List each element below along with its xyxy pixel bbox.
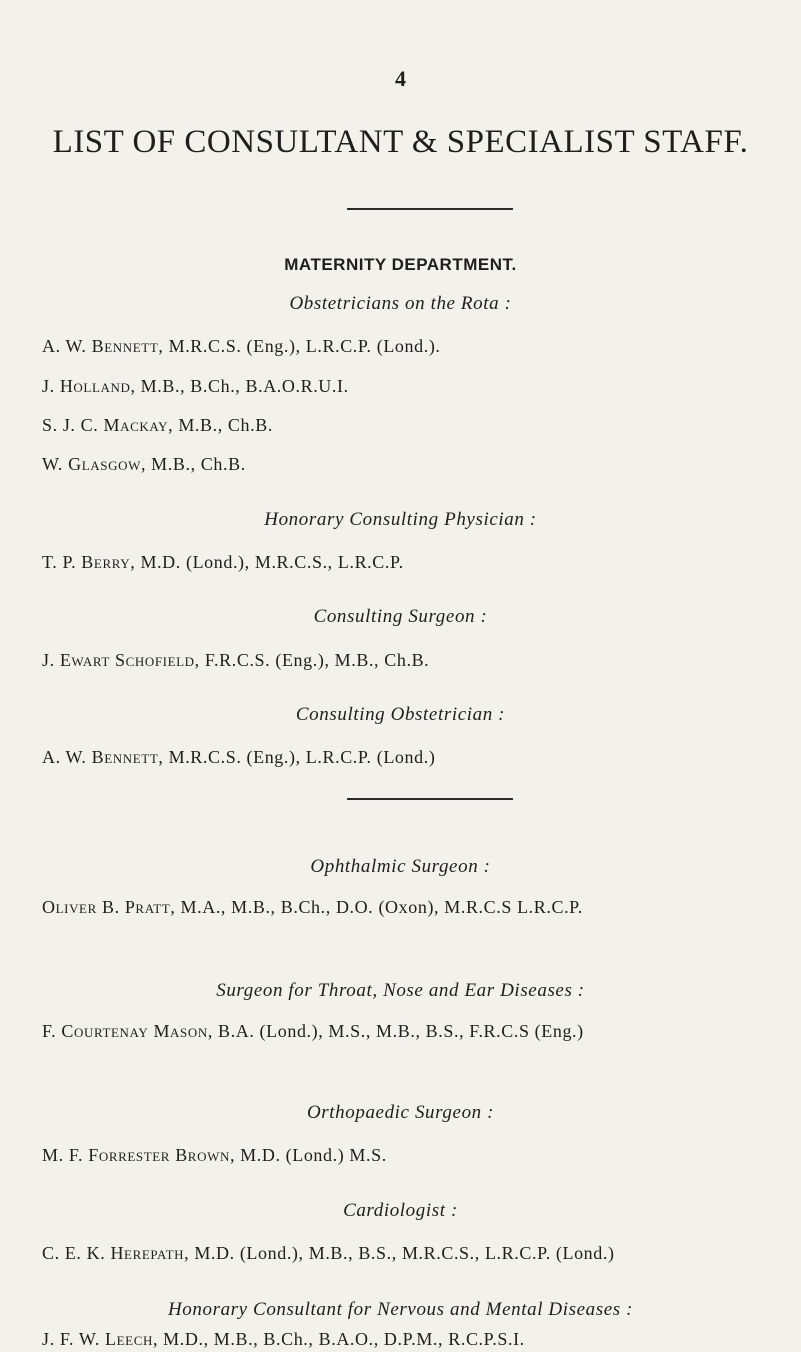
section-heading-ophthalmic-surgeon: Ophthalmic Surgeon : [310, 856, 491, 877]
staff-entry: F. Courtenay Mason, B.A. (Lond.), M.S., M.B., B.S., F.R.C.S (Eng.) [42, 1021, 584, 1041]
section-heading-cardiologist: Cardiologist : [343, 1200, 458, 1221]
staff-entry: J. Ewart Schofield, F.R.C.S. (Eng.), M.B., Ch.B. [42, 650, 430, 670]
staff-entry: J. Holland, M.B., B.Ch., B.A.O.R.U.I. [42, 376, 349, 396]
section-heading-consulting-obstetrician: Consulting Obstetrician : [295, 704, 506, 725]
section-heading-orthopaedic-surgeon: Orthopaedic Surgeon : [306, 1102, 495, 1123]
staff-entry: S. J. C. Mackay, M.B., Ch.B. [42, 415, 273, 435]
section-heading-consulting-surgeon: Consulting Surgeon : [313, 606, 488, 627]
staff-entry: M. F. Forrester Brown, M.D. (Lond.) M.S. [42, 1145, 387, 1165]
staff-entry: A. W. Bennett, M.R.C.S. (Eng.), L.R.C.P. (Lond.). [42, 336, 441, 356]
department-title: MATERNITY DEPARTMENT. [284, 255, 517, 274]
staff-entry: A. W. Bennett, M.R.C.S. (Eng.), L.R.C.P. (Lond.) [42, 747, 436, 767]
staff-entry: W. Glasgow, M.B., Ch.B. [42, 454, 246, 474]
divider-rule [347, 798, 513, 800]
section-heading-nervous-mental: Honorary Consultant for Nervous and Mental Diseases : [167, 1299, 634, 1320]
staff-entry: T. P. Berry, M.D. (Lond.), M.R.C.S., L.R.C.P. [42, 552, 404, 572]
staff-entry: Oliver B. Pratt, M.A., M.B., B.Ch., D.O. (Oxon), M.R.C.S L.R.C.P. [42, 897, 583, 917]
section-heading-obstetricians: Obstetricians on the Rota : [289, 293, 512, 314]
page-title: LIST OF CONSULTANT & SPECIALIST STAFF. [52, 124, 749, 160]
section-heading-ent-surgeon: Surgeon for Throat, Nose and Ear Diseases : [216, 980, 585, 1001]
staff-entry: J. F. W. Leech, M.D., M.B., B.Ch., B.A.O., D.P.M., R.C.P.S.I. [42, 1329, 525, 1349]
divider-rule [347, 208, 513, 210]
page-number: 4 [395, 66, 406, 91]
section-heading-consulting-physician: Honorary Consulting Physician : [264, 509, 537, 530]
staff-entry: C. E. K. Herepath, M.D. (Lond.), M.B., B.S., M.R.C.S., L.R.C.P. (Lond.) [42, 1243, 615, 1263]
